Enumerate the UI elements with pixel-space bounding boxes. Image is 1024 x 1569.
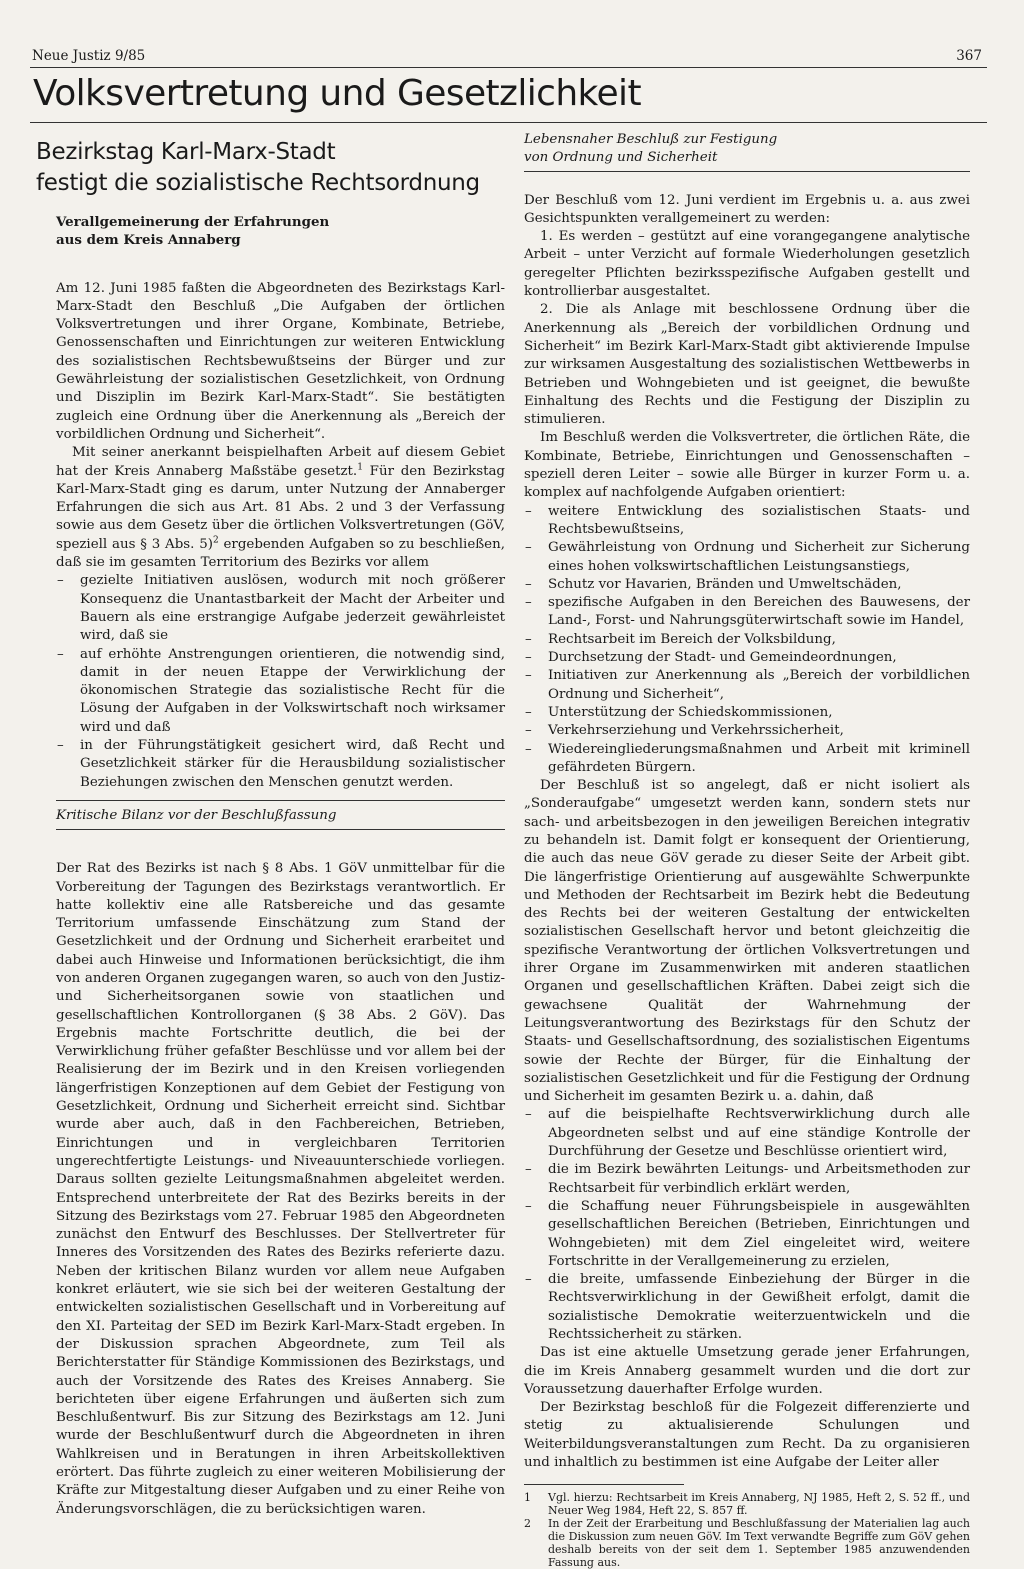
right-paragraph-6: Das ist eine aktuelle Umsetzung gerade jener Erfahrungen, die im Kreis Annaberg gesammelt wurden und die dort zur Voraussetzung dauerhafter Erfolge wurden.: [524, 1345, 970, 1397]
right-subheading-line-1: Lebensnaher Beschluß zur Festigung: [524, 132, 778, 147]
header-rule: [30, 67, 987, 68]
right-paragraph-4: Im Beschluß werden die Volksvertreter, die örtlichen Räte, die Kombinate, Betriebe, Einrichtungen und Genossenschaften – speziell deren Leiter – sowie alle Bürger in kurzer Form u. a. komplex auf nachfolgende Aufgaben orientiert:: [524, 430, 970, 501]
list-item: – Durchsetzung der Stadt- und Gemeindeordnungen,: [525, 650, 897, 666]
right-orientation-list: [524, 1106, 970, 1344]
list-item: – Wiedereingliederungsmaßnahmen und Arbeit mit kriminell gefährdeten Bürgern.: [525, 741, 970, 775]
right-tasks-list: [524, 503, 970, 777]
list-item: – in der Führungstätigkeit gesichert wird, daß Recht und Gesetzlichkeit stärker für die Herausbildung sozialistischer Beziehungen zwischen den Menschen genutzt werden.: [57, 738, 505, 790]
article-subheading: [56, 213, 505, 250]
list-item: – gezielte Initiativen auslösen, wodurch mit noch größerer Konsequenz die Unantastbarkeit der Macht der Arbeiter und Bauern als eine erstrangige Aufgabe jederzeit gewährleistet wird, daß sie: [57, 573, 505, 644]
list-item: – die Schaffung neuer Führungsbeispiele in ausgewählten gesellschaftlichen Bereichen (Betrieben, Einrichtungen und Wohngebieten) mit dem Ziel eingeleitet wird, weitere Fortschritte in der Verallgemeinerung zu erzielen,: [525, 1198, 970, 1269]
left-paragraph-2: Mit seiner anerkannt beispielhaften Arbeit auf diesem Gebiet hat der Kreis Annaberg Maßstäbe gesetzt.$^1$ Für den Bezirkstag Karl-Marx-Stadt ging es darum, unter Nutzung der Annaberger Erfahrungen die sich aus Art. 81 Abs. 2 und 3 der Verfassung sowie aus dem Gesetz über die örtlichen Volksvertretungen (GöV, speziell aus § 3 Abs. 5)$^2$ ergebenden Aufgaben so zu beschließen, daß sie im gesamten Territorium des Bezirks vor allem: [56, 445, 506, 571]
right-subheading-line-2: von Ordnung und Sicherheit: [524, 150, 718, 166]
list-item: – auf erhöhte Anstrengungen orientieren, die notwendig sind, damit in der neuen Etappe der Verwirklichung der ökonomischen Strategie das sozialistische Recht für die Lösung der Aufgaben in der Volkswirtschaft noch wirksamer wird und daß: [57, 646, 505, 735]
right-paragraph-2: 1. Es werden – gestützt auf eine vorangegangene analytische Arbeit – unter Verzicht auf formale Wiederholungen gesetzlich geregelter Pflichten bezirksspezifische Aufgaben gestellt und kontrollierbar ausgestaltet.: [524, 229, 970, 300]
list-item: – weitere Entwicklung des sozialistischen Staats- und Rechtsbewußtseins,: [525, 503, 970, 537]
left-paragraph-3: Der Rat des Bezirks ist nach § 8 Abs. 1 GöV unmittelbar für die Vorbereitung der Tagungen des Bezirkstags verantwortlich. Er hatte kollektiv eine alle Ratsbereiche und das gesamte Territorium umfassende Einschätzung zum Stand der Gesetzlichkeit und der Ordnung und Sicherheit erarbeitet und dabei auch Hinweise und Informationen berücksichtigt, die ihm von anderen Organen zugegangen waren, so auch von den Justiz- und Sicherheitsorganen sowie von staatlichen und gesellschaftlichen Kontrollorganen (§ 38 Abs. 2 GöV). Das Ergebnis machte Fortschritte deutlich, die bei der Verwirklichung früher gefaßter Beschlüsse und vor allem bei der Realisierung der im Bezirk und in den Kreisen vorliegenden längerfristigen Konzeptionen auf dem Gebiet der Festigung von Gesetzlichkeit, Ordnung und Sicherheit erreicht sind. Sichtbar wurde aber auch, daß in den Fachbereichen, Betrieben, Einrichtungen und in vergleichbaren Territorien ungerechtfertigte Leistungs- und Niveauunterschiede vorliegen. Daraus sollten gezielte Leitungsmaßnahmen abgeleitet werden. Entsprechend unterbreitete der Rat des Bezirks bereits in der Sitzung des Bezirkstags vom 27. Februar 1985 den Abgeordneten zunächst den Entwurf des Beschlusses. Der Stellvertreter für Inneres des Vorsitzenden des Rates des Bezirks referierte dazu. Neben der kritischen Bilanz wurden vor allem neue Aufgaben konkret erläutert, wie sie sich bei der weiteren Gestaltung der entwickelten sozialistischen Gesellschaft und in Vorbereitung auf den XI. Parteitag der SED im Bezirk Karl-Marx-Stadt ergeben. In der Diskussion sprachen Abgeordnete, zum Teil als Berichterstatter für Ständige Kommissionen des Bezirkstags, und auch der Vorsitzende des Rates des Kreises Annaberg. Sie berichteten über eigene Erfahrungen und äußerten sich zum Beschlußentwurf. Bis zur Sitzung des Bezirkstags am 12. Juni wurde der Beschlußentwurf durch die Abgeordneten in ihren Wahlkreisen und in Beratungen in ihren Arbeitskollektiven erörtert. Das führte zugleich zu einer weiteren Mobilisierung der Kräfte zur Mitgestaltung dieser Aufgaben und zu einer Reihe von Änderungsvorschlägen, die zu berücksichtigen waren.: [56, 861, 505, 1517]
right-paragraph-5: Der Beschluß ist so angelegt, daß er nicht isoliert als „Sonderaufgabe“ umgesetzt werden kann, sondern stets nur sach- und arbeitsbezogen in den jeweiligen Bereichen integrativ zu behandeln ist. Damit folgt er konsequent der Orientierung, die auch das neue GöV gerade zu dieser Seite der Arbeit gibt. Die längerfristige Orientierung auf ausgewählte Schwerpunkte und Methoden der Rechtsarbeit im Bezirk hebt die Bedeutung des Rechts bei der weiteren Gestaltung der entwickelten sozialistischen Gesellschaft hervor und betont gleichzeitig die spezifische Verantwortung der örtlichen Volksvertretungen und ihrer Organe im Zusammenwirken mit anderen staatlichen Organen und gesellschaftlichen Kräften. Dabei zeigt sich die gewachsene Qualität der Wahrnehmung der Leitungsverantwortung des Bezirkstags für den Schutz der Staats- und Gesellschaftsordnung, des sozialistischen Eigentums sowie der Rechte der Bürger, für die Einhaltung der sozialistischen Gesetzlichkeit und für die Festigung der Ordnung und Sicherheit im gesamten Bezirk u. a. dahin, daß: [524, 778, 970, 1105]
right-paragraph-1: Der Beschluß vom 12. Juni verdient im Ergebnis u. a. aus zwei Gesichtspunkten verallgemeinert zu werden:: [524, 192, 970, 226]
list-item: – Verkehrserziehung und Verkehrssicherheit,: [525, 723, 844, 739]
footnote-1: 1 Vgl. hierzu: Rechtsarbeit im Kreis Annaberg, NJ 1985, Heft 2, S. 52 ff., und Neuer Weg 1984, Heft 22, S. 857 ff.: [524, 1491, 970, 1518]
subheading-line-1: Verallgemeinerung der Erfahrungen: [56, 214, 330, 230]
list-item: – die im Bezirk bewährten Leitungs- und Arbeitsmethoden zur Rechtsarbeit für verbindlich erklärt werden,: [525, 1162, 970, 1196]
list-item: – Rechtsarbeit im Bereich der Volksbildung,: [525, 631, 836, 647]
left-subheading-2: Kritische Bilanz vor der Beschlußfassung: [56, 807, 337, 823]
right-paragraph-3: 2. Die als Anlage mit beschlossene Ordnung über die Anerkennung als „Bereich der vorbildlichen Ordnung und Sicherheit“ im Bezirk Karl-Marx-Stadt gibt aktivierende Impulse zur wirksamen Ausgestaltung des sozialistischen Wettbewerbs in Betrieben und Wohngebieten und ist geeignet, die bewußte Einhaltung des Rechts und die Festigung der Disziplin zu stimulieren.: [524, 302, 970, 428]
list-item: – die breite, umfassende Einbeziehung der Bürger in die Rechtsverwirklichung in der Gewißheit erfolgt, damit die sozialistische Demokratie weiterzuentwickeln und die Rechtssicherheit zu stärken.: [525, 1272, 970, 1342]
footnote-2: 2 In der Zeit der Erarbeitung und Beschlußfassung der Materialien lag auch die Diskussion zum neuen GöV. Im Text verwandte Begriffe zum GöV gehen deshalb bereits von der seit dem 1. September 1985 anzuwendenden Fassung aus.: [524, 1517, 970, 1569]
article-title: [36, 137, 480, 199]
section-title-rule: [30, 122, 987, 123]
article-title-line-2: festigt die sozialistische Rechtsordnung: [36, 170, 480, 196]
article-title-line-1: Bezirkstag Karl-Marx-Stadt: [36, 139, 336, 165]
journal-header: Neue Justiz 9/85: [32, 48, 146, 64]
left-column: [56, 213, 505, 1519]
right-column: [524, 131, 970, 1569]
list-item: – spezifische Aufgaben in den Bereichen des Bauwesens, der Land-, Forst- und Nahrungsgüterwirtschaft sowie im Handel,: [525, 595, 970, 629]
subheading-line-2: aus dem Kreis Annaberg: [56, 232, 241, 249]
right-subheading: [524, 131, 970, 168]
list-item: – auf die beispielhafte Rechtsverwirklichung durch alle Abgeordneten selbst und auf eine ständige Kontrolle der Durchführung der Gesetze und Beschlüsse orientiert wird,: [525, 1107, 970, 1160]
list-item: – Gewährleistung von Ordnung und Sicherheit zur Sicherung eines hohen volkswirtschaftlichen Leistungsanstiegs,: [525, 540, 970, 574]
list-item: – Initiativen zur Anerkennung als „Bereich der vorbildlichen Ordnung und Sicherheit“,: [525, 668, 970, 702]
left-aims-list: [56, 572, 505, 792]
list-item: – Schutz vor Havarien, Bränden und Umweltschäden,: [525, 576, 902, 592]
right-paragraph-7: Der Bezirkstag beschloß für die Folgezeit differenzierte und stetig zu aktualisierende Schulungen und Weiterbildungsveranstaltungen zum Recht. Da zu organisieren und inhaltlich zu bestimmen ist eine Aufgabe der Leiter aller: [524, 1400, 970, 1471]
page-number: 367: [956, 48, 982, 64]
list-item: – Unterstützung der Schiedskommissionen,: [525, 704, 833, 720]
left-paragraph-1: Am 12. Juni 1985 faßten die Abgeordneten des Bezirkstags Karl-Marx-Stadt den Beschluß „Die Aufgaben der örtlichen Volksvertretungen und ihrer Organe, Kombinate, Betriebe, Genossenschaften und Einrichtungen zur weiteren Entwicklung des sozialistischen Rechtsbewußtseins der Bürger und zur Gewährleistung der sozialistischen Gesetzlichkeit, von Ordnung und Disziplin im Bezirk Karl-Marx-Stadt“. Sie bestätigten zugleich eine Ordnung über die Anerkennung als „Bereich der vorbildlichen Ordnung und Sicherheit“.: [56, 280, 505, 442]
footnote-ref-1: 1: [357, 462, 363, 473]
section-title: Volksvertretung und Gesetzlichkeit: [33, 73, 641, 114]
footnote-ref-2: 2: [212, 535, 219, 546]
